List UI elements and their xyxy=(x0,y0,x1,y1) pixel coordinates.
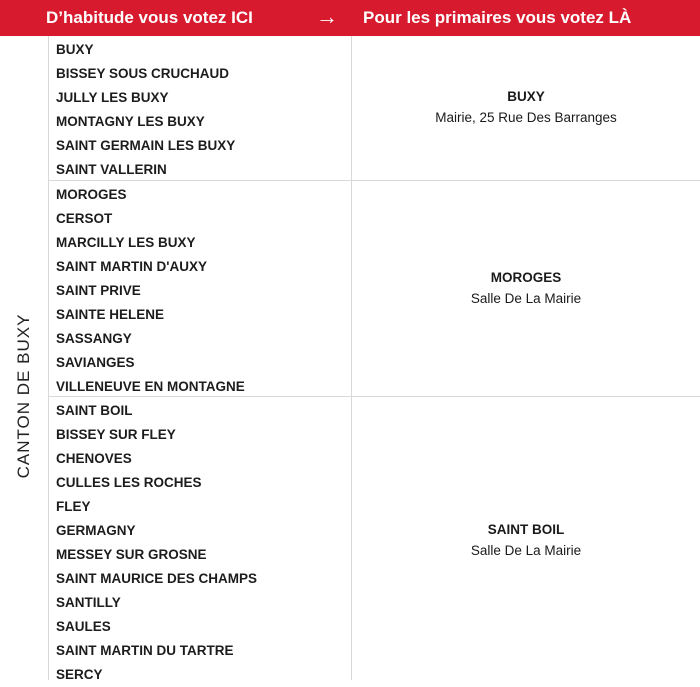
canton-column xyxy=(0,36,48,680)
commune-item: BISSEY SUR FLEY xyxy=(56,427,176,442)
commune-item: BISSEY SOUS CRUCHAUD xyxy=(56,66,230,81)
commune-item: SAINT MAURICE DES CHAMPS xyxy=(56,571,258,586)
commune-list xyxy=(56,38,346,182)
polling-station xyxy=(352,520,700,562)
commune-item: CULLES LES ROCHES xyxy=(56,475,202,490)
commune-item: SAINT VALLERIN xyxy=(56,162,167,177)
commune-item: BUXY xyxy=(56,42,94,57)
commune-item: JULLY LES BUXY xyxy=(56,90,169,105)
polling-station-address: Salle De La Mairie xyxy=(470,291,582,306)
right-arrow-icon: → xyxy=(316,4,338,29)
group-moroges xyxy=(48,180,700,396)
commune-item: SERCY xyxy=(56,667,103,682)
header-left-text: D’habitude vous votez ICI xyxy=(46,8,253,27)
commune-item: CHENOVES xyxy=(56,451,132,466)
header-right-text: Pour les primaires vous votez LÀ xyxy=(363,8,632,27)
header-bar xyxy=(0,0,700,36)
polling-station xyxy=(352,268,700,310)
polling-station xyxy=(352,87,700,129)
commune-item: SAULES xyxy=(56,619,111,634)
polling-station-name: BUXY xyxy=(507,89,545,104)
commune-item: GERMAGNY xyxy=(56,523,136,538)
commune-item: SAINT MARTIN DU TARTRE xyxy=(56,643,234,658)
commune-item: MOROGES xyxy=(56,187,127,202)
commune-item: MARCILLY LES BUXY xyxy=(56,235,196,250)
commune-item: SAINT MARTIN D'AUXY xyxy=(56,259,207,274)
commune-item: VILLENEUVE EN MONTAGNE xyxy=(56,379,245,394)
commune-item: SANTILLY xyxy=(56,595,121,610)
commune-item: MONTAGNY LES BUXY xyxy=(56,114,205,129)
commune-item: CERSOT xyxy=(56,211,113,226)
commune-list xyxy=(56,399,346,687)
group-saint-boil xyxy=(48,396,700,680)
commune-item: SASSANGY xyxy=(56,331,132,346)
polling-station-address: Salle De La Mairie xyxy=(470,543,582,558)
group-buxy xyxy=(48,36,700,181)
commune-item: SAINT GERMAIN LES BUXY xyxy=(56,138,236,153)
commune-item: SAVIANGES xyxy=(56,355,135,370)
commune-item: SAINT BOIL xyxy=(56,403,133,418)
commune-item: SAINTE HELENE xyxy=(56,307,165,322)
canton-label: CANTON DE BUXY xyxy=(14,313,33,479)
commune-item: SAINT PRIVE xyxy=(56,283,141,298)
polling-station-name: MOROGES xyxy=(490,270,562,285)
commune-item: MESSEY SUR GROSNE xyxy=(56,547,207,562)
commune-list xyxy=(56,183,346,399)
commune-item: FLEY xyxy=(56,499,91,514)
polling-station-name: SAINT BOIL xyxy=(487,522,565,537)
polling-station-address: Mairie, 25 Rue Des Barranges xyxy=(435,110,617,125)
